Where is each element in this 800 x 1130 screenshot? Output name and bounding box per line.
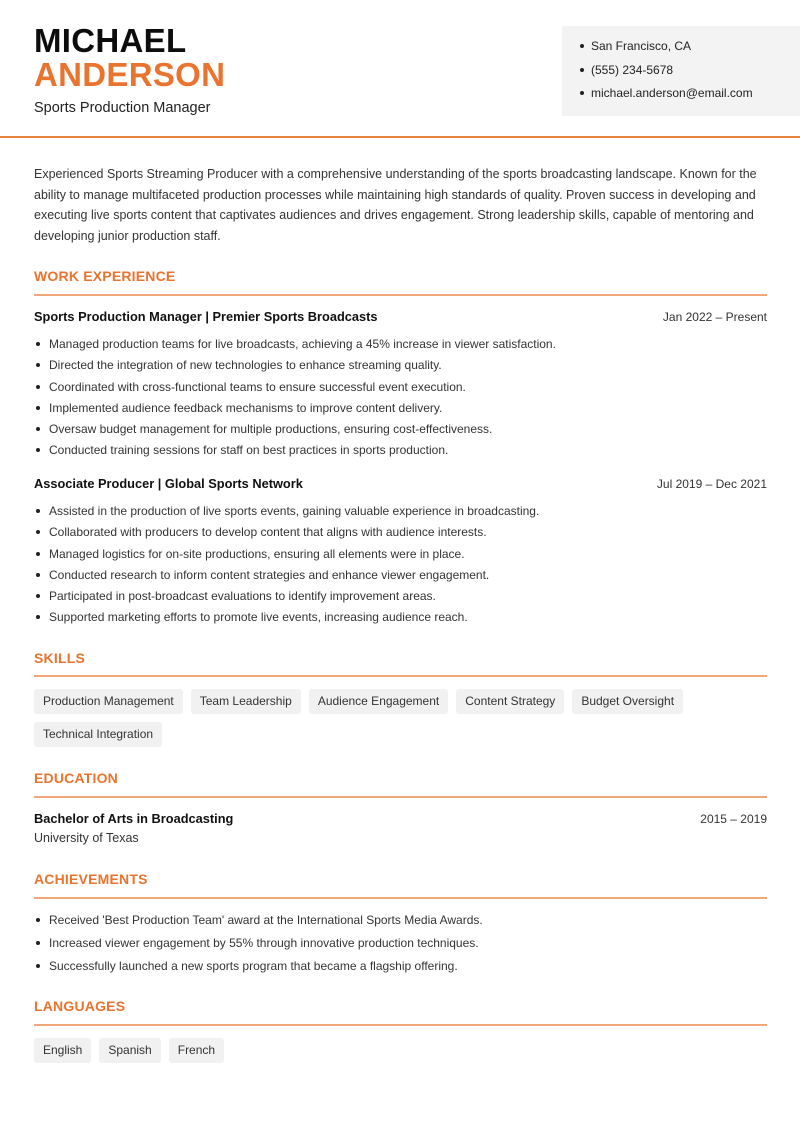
skill-tag: Technical Integration <box>34 722 162 747</box>
education-dates: 2015 – 2019 <box>700 812 767 826</box>
bullet-icon <box>36 964 40 968</box>
location-text: San Francisco, CA <box>591 39 692 53</box>
contact-phone <box>580 62 800 86</box>
bullet-icon <box>580 44 584 48</box>
job-title-company: Associate Producer | Global Sports Network <box>34 476 303 491</box>
list-item: Directed the integration of new technologies to enhance streaming quality. <box>34 357 769 378</box>
contact-box <box>562 26 800 116</box>
bullet-icon <box>36 385 40 389</box>
job-title: Sports Production Manager <box>34 100 211 116</box>
skill-tag: Team Leadership <box>191 689 301 714</box>
bullet-icon <box>36 363 40 367</box>
skills-tags <box>34 689 769 747</box>
list-item: Increased viewer engagement by 55% through innovative production techniques. <box>34 935 769 958</box>
degree-title: Bachelor of Arts in Broadcasting <box>34 811 234 826</box>
school-name: University of Texas <box>34 831 139 845</box>
resume-header <box>0 0 800 138</box>
achievements-list <box>34 912 769 980</box>
contact-location <box>580 38 800 62</box>
list-item: Conducted training sessions for staff on best practices in sports production. <box>34 442 769 463</box>
list-item: Collaborated with producers to develop content that aligns with audience interests. <box>34 524 769 545</box>
bullet-icon <box>36 342 40 346</box>
section-divider <box>34 897 767 899</box>
section-divider <box>34 1024 767 1026</box>
skill-tag: Audience Engagement <box>309 689 448 714</box>
bullet-icon <box>36 594 40 598</box>
work-experience-heading: WORK EXPERIENCE <box>34 268 176 284</box>
job-dates: Jan 2022 – Present <box>662 310 767 324</box>
language-tag: French <box>169 1038 224 1063</box>
last-name: ANDERSON <box>34 56 226 93</box>
first-name: MICHAEL <box>34 22 187 59</box>
job-bullets <box>34 336 769 464</box>
list-item: Received 'Best Production Team' award at the International Sports Media Awards. <box>34 912 769 935</box>
bullet-icon <box>36 509 40 513</box>
job-dates: Jul 2019 – Dec 2021 <box>656 477 767 491</box>
achievements-heading: ACHIEVEMENTS <box>34 871 148 887</box>
bullet-icon <box>36 406 40 410</box>
bullet-icon <box>36 941 40 945</box>
bullet-icon <box>36 448 40 452</box>
list-item: Managed logistics for on-site productions, ensuring all elements were in place. <box>34 546 769 567</box>
list-item: Successfully launched a new sports program that became a flagship offering. <box>34 958 769 981</box>
contact-email[interactable] <box>580 85 800 109</box>
list-item: Assisted in the production of live sports events, gaining valuable experience in broadcasting. <box>34 503 769 524</box>
bullet-icon <box>36 615 40 619</box>
section-divider <box>34 796 767 798</box>
job-bullets <box>34 503 769 631</box>
phone-text: (555) 234-5678 <box>591 62 674 77</box>
language-tags <box>34 1038 769 1063</box>
languages-heading: LANGUAGES <box>34 998 126 1014</box>
skill-tag: Content Strategy <box>456 689 564 714</box>
email-text[interactable]: michael.anderson@email.com <box>591 86 753 100</box>
skill-tag: Production Management <box>34 689 183 714</box>
skill-tag: Budget Oversight <box>572 689 683 714</box>
list-item: Managed production teams for live broadcasts, achieving a 45% increase in viewer satisfaction. <box>34 336 769 357</box>
list-item: Oversaw budget management for multiple productions, ensuring cost-effectiveness. <box>34 421 769 442</box>
job-entry-header <box>34 309 767 324</box>
list-item: Participated in post-broadcast evaluations to identify improvement areas. <box>34 588 769 609</box>
job-entry-header <box>34 476 767 491</box>
language-tag: Spanish <box>99 1038 160 1063</box>
list-item: Implemented audience feedback mechanisms to improve content delivery. <box>34 400 769 421</box>
bullet-icon <box>36 918 40 922</box>
bullet-icon <box>580 91 584 95</box>
bullet-icon <box>580 68 584 72</box>
bullet-icon <box>36 552 40 556</box>
language-tag: English <box>34 1038 91 1063</box>
bullet-icon <box>36 427 40 431</box>
bullet-icon <box>36 573 40 577</box>
list-item: Supported marketing efforts to promote live events, increasing audience reach. <box>34 609 769 630</box>
summary-paragraph: Experienced Sports Streaming Producer with a comprehensive understanding of the sports broadcasting landscape. Known for the ability to manage multifaceted production processes while maintaining high standards of quality. Proven success in developing and executing live sports content that captivates audiences and drives engagement. Strong leadership skills, capable of mentoring and developing junior production staff. <box>34 167 757 243</box>
education-heading: EDUCATION <box>34 770 118 786</box>
section-divider <box>34 675 767 677</box>
list-item: Coordinated with cross-functional teams to ensure successful event execution. <box>34 379 769 400</box>
bullet-icon <box>36 530 40 534</box>
education-entry-header <box>34 811 767 826</box>
skills-heading: SKILLS <box>34 650 85 666</box>
job-title-company: Sports Production Manager | Premier Sports Broadcasts <box>34 309 378 324</box>
list-item: Conducted research to inform content strategies and enhance viewer engagement. <box>34 567 769 588</box>
section-divider <box>34 294 767 296</box>
